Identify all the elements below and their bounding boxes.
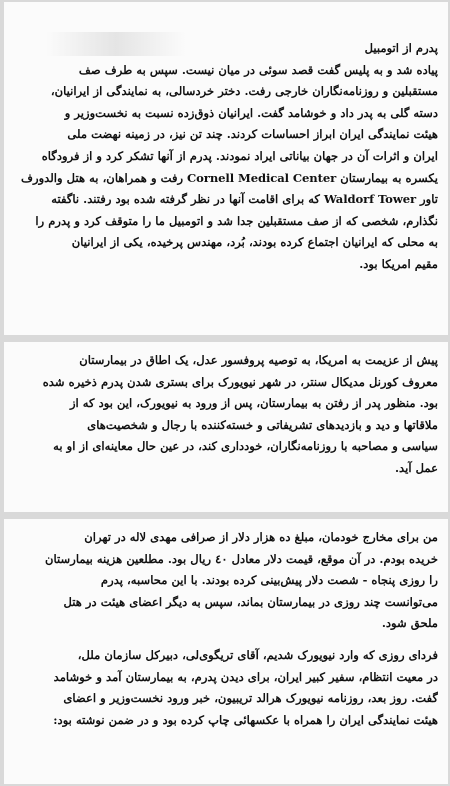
text-line: بود. منظور پدر از رفتن به بیمارستان، پس از ورود به نیویورک، این بود که از — [69, 396, 438, 411]
text-panel-1 — [4, 2, 448, 335]
scan-smudge — [46, 32, 186, 56]
paragraph-3 — [14, 519, 438, 731]
text-panel-2 — [4, 342, 448, 512]
text-line: یکسره به بیمارستان Cornell Medical Center رفت و همراهان، به هتل والدورف — [20, 170, 438, 185]
text-line: دسته گلی به پدر داد و خوشامد گفت. ایرانیان ذوق‌زده نسبت به نخست‌وزیر و — [64, 105, 438, 120]
text-line: معروف کورنل مدیکال سنتر، در شهر نیویورک برای بستری شدن پدرم ذخیره شده — [42, 374, 438, 389]
text-line: هیئت نمایندگی ایران را همراه با عکسهائی چاپ کرده بود و در ضمن نوشته بود: — [53, 712, 438, 727]
text-line: را روزی پنجاه - شصت دلار پیش‌بینی کرده بودند. با این محاسبه، پدرم — [100, 573, 438, 588]
text-line: در معیت انتظام، سفیر کبیر ایران، برای دیدن پدرم، به بیمارستان آمد و خوشامد — [53, 669, 438, 684]
text-line: می‌توانست چند روزی در بیمارستان بماند، سپس به دیگر اعضای هیئت در هتل — [63, 594, 438, 609]
text-line: خریده بودم. در آن موقع، قیمت دلار معادل ٤٠ ریال بود. مطلعین هزینه بیمارستان — [44, 551, 438, 566]
text-line: تاور Waldorf Tower که برای اقامت آنها در نظر گرفته شده بود رفتند. ناگفته — [51, 192, 438, 207]
paragraph-2 — [14, 342, 438, 480]
text-line: نگذارم، شخصی که از صف مستقبلین جدا شد و اتومبیل ما را متوقف کرد و پدرم را — [35, 213, 438, 228]
text-line: من برای مخارج خودمان، مبلغ ده هزار دلار از صرافی مهدی لاله در تهران — [84, 530, 438, 544]
text-line: به محلی که ایرانیان اجتماع کرده بودند، بُرد، مهندس پرخیده، یکی از ایرانیان — [71, 235, 438, 250]
text-line: پیش از عزیمت به امریکا، به توصیه پروفسور عدل، یک اطاق در بیمارستان — [79, 353, 438, 367]
text-line: گفت. روز بعد، روزنامه نیویورک هرالد تریبیون، خبر ورود نخست‌وزیر و اعضای — [63, 691, 438, 706]
text-line: هیئت نمایندگی ایران ابراز احساسات کردند. چند تن نیز، در زمینه نهضت ملی — [67, 127, 438, 142]
text-line: فردای روزی که وارد نیویورک شدیم، آقای تریگوی‌لی، دبیرکل سازمان ملل، — [77, 647, 438, 662]
text-line: پدرم از اتومبیل — [364, 41, 438, 55]
paragraph-gap — [14, 635, 438, 645]
text-line: عمل آید. — [394, 460, 438, 475]
text-line: مستقبلین و روزنامه‌نگاران خارجی رفت. دختر خردسالی، به نمایندگی از ایرانیان، — [50, 84, 438, 99]
text-line: سیاسی و مصاحبه با روزنامه‌نگاران، خودداری کند، در عین حال معاینه‌ای از او به — [53, 439, 438, 454]
text-line: پیاده شد و به پلیس گفت قصد سوئی در میان نیست. سپس به طرف صف — [78, 62, 438, 77]
text-panel-3 — [4, 519, 448, 784]
text-line: ملاقاتها و دید و بازدیدهای تشریفاتی و خسته‌کننده با رجال و شخصیت‌های — [87, 417, 438, 432]
text-line: ایران و اثرات آن در جهان بیاناتی ایراد نمودند. پدرم از آنها تشکر کرد و از فرودگاه — [41, 148, 438, 163]
text-line: ملحق شود. — [381, 616, 438, 631]
text-line: مقیم امریکا بود. — [359, 256, 438, 271]
